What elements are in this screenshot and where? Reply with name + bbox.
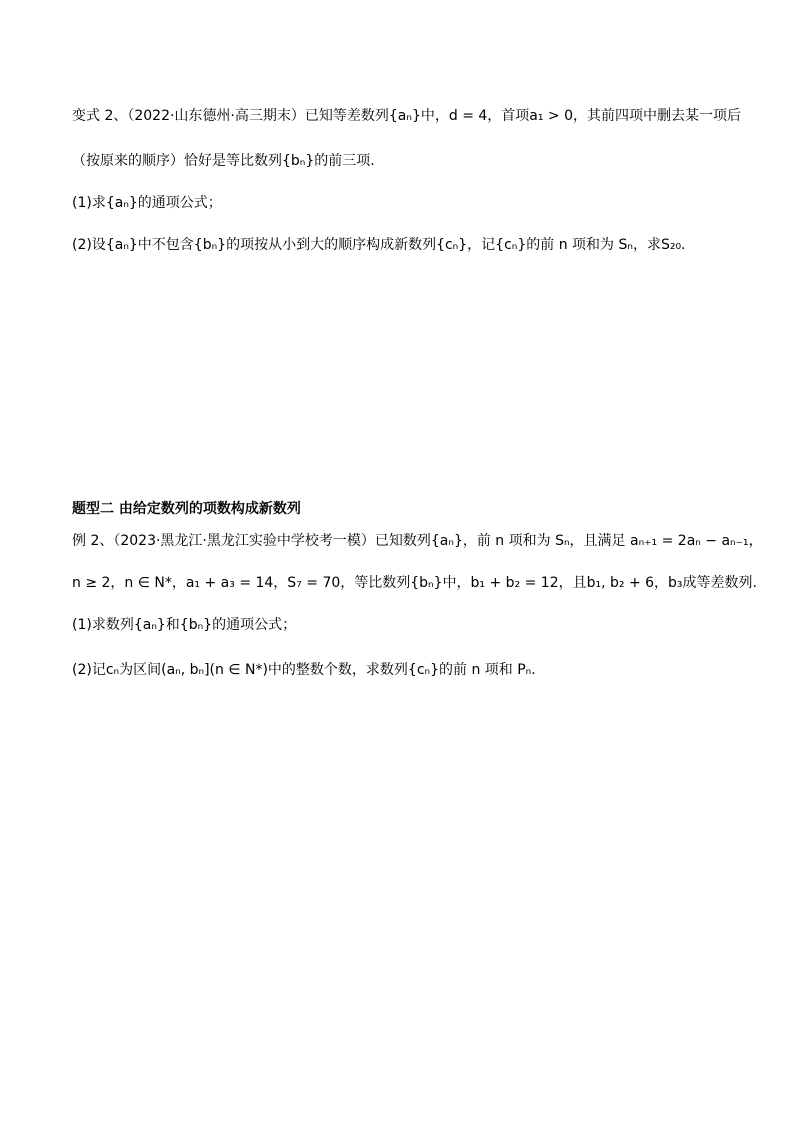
example2-part2: (2)记cₙ为区间(aₙ, bₙ](n ∈ N*)中的整数个数，求数列{cₙ}的前 n 项和 Pₙ. [72, 662, 536, 678]
variant2-part1: (1)求{aₙ}的通项公式； [72, 195, 222, 211]
example2-statement-line2: n ≥ 2，n ∈ N*，a₁ + a₃ = 14，S₇ = 70，等比数列{bₙ}中，b₁ + b₂ = 12，且b₁, b₂ + 6，b₃成等差数列. [72, 575, 757, 591]
variant2-statement-line2: （按原来的顺序）恰好是等比数列{bₙ}的前三项. [72, 153, 375, 169]
example2-statement-line1: 例 2、（2023·黑龙江·黑龙江实验中学校考一模）已知数列{aₙ}，前 n 项和为 Sₙ，且满足 aₙ₊₁ = 2aₙ − aₙ₋₁， [72, 533, 763, 549]
section-title: 题型二 由给定数列的项数构成新数列 [72, 501, 301, 517]
variant2-statement-line1: 变式 2、（2022·山东德州·高三期末）已知等差数列{aₙ}中，d = 4，首项a₁ > 0，其前四项中删去某一项后 [72, 108, 742, 124]
example2-part1: (1)求数列{aₙ}和{bₙ}的通项公式； [72, 617, 297, 633]
variant2-part2: (2)设{aₙ}中不包含{bₙ}的项按从小到大的顺序构成新数列{cₙ}，记{cₙ}的前 n 项和为 Sₙ，求S₂₀. [72, 237, 686, 253]
